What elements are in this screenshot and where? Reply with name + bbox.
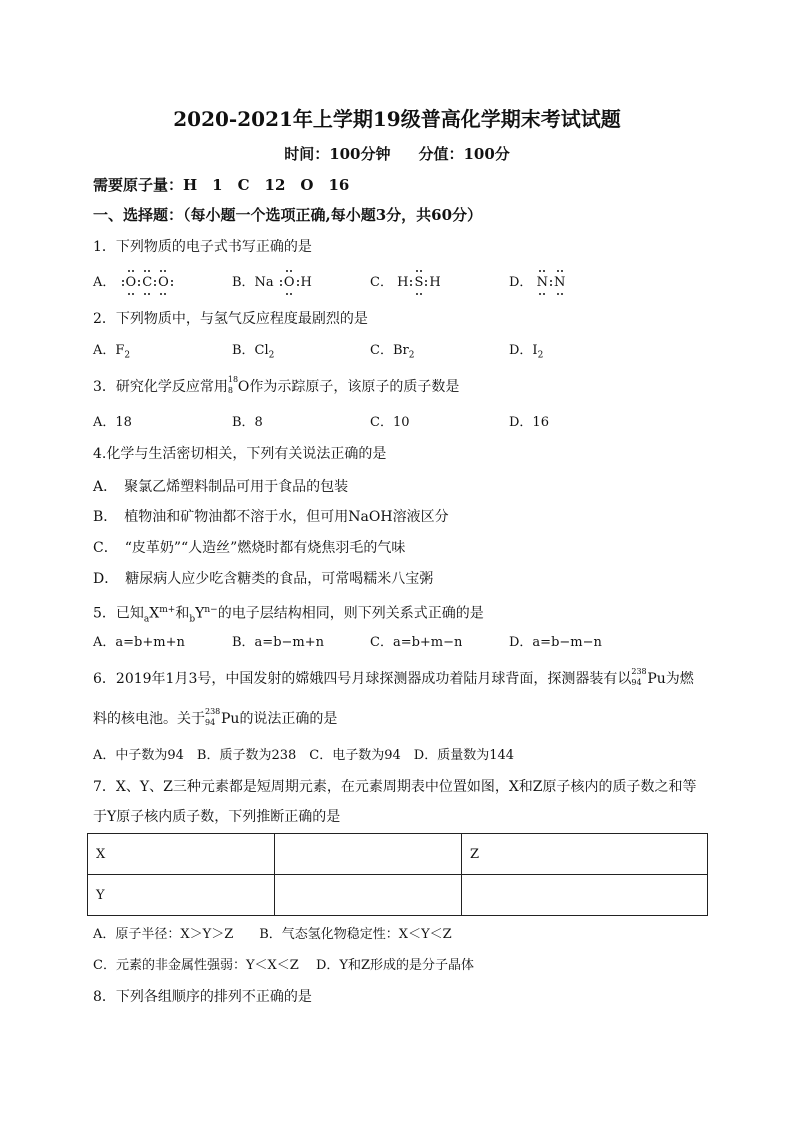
table-cell bbox=[462, 875, 708, 916]
question-5-stem: 5．已知$_aX^{m+}$和$_bY^{n-}$的电子层结构相同，则下列关系式正确的是 bbox=[93, 605, 484, 625]
q1-option-d: D． N N bbox=[509, 275, 566, 290]
q6-options: A．中子数为94 B．质子数为238 C．电子数为94 D．质量数为144 bbox=[93, 748, 515, 763]
time-label: 时间：100分钟 bbox=[284, 145, 391, 163]
q2-option-a: A．$F_2$ bbox=[93, 343, 131, 361]
question-4-stem: 4.化学与生活密切相关，下列有关说法正确的是 bbox=[93, 446, 387, 462]
q5-option-d: D．a=b−m−n bbox=[509, 635, 602, 650]
table-cell bbox=[275, 834, 462, 875]
table-row bbox=[88, 834, 708, 875]
table-row bbox=[88, 875, 708, 916]
table-cell: Z bbox=[462, 834, 708, 875]
q1-option-c: C． H S H bbox=[370, 275, 441, 290]
q4-option-d: D． 糖尿病人应少吃含糖类的食品，可常喝糯米八宝粥 bbox=[93, 571, 434, 587]
question-3-stem: 3．研究化学反应常用 18 8 O作为示踪原子，该原子的质子数是 bbox=[93, 375, 460, 395]
table-cell bbox=[275, 875, 462, 916]
q3-option-a: A．18 bbox=[93, 415, 132, 430]
question-7-stem-line1: 7．X、Y、Z三种元素都是短周期元素，在元素周期表中位置如图，X和Z原子核内的质子数之和等 bbox=[93, 779, 697, 795]
q2-option-c: C．$Br_2$ bbox=[370, 343, 415, 361]
question-8-stem: 8．下列各组顺序的排列不正确的是 bbox=[93, 989, 312, 1005]
question-6-stem-line2: 料的核电池。关于 238 94 Pu的说法正确的是 bbox=[93, 707, 338, 727]
q4-option-b: B． 植物油和矿物油都不溶于水，但可用NaOH溶液区分 bbox=[93, 509, 449, 525]
q7-options-cd: C．元素的非金属性强弱：Y＜X＜Z D．Y和Z形成的是分子晶体 bbox=[93, 958, 474, 973]
q4-option-a: A． 聚氯乙烯塑料制品可用于食品的包装 bbox=[93, 479, 349, 495]
q7-options-ab: A．原子半径：X＞Y＞Z B．气态氢化物稳定性：X＜Y＜Z bbox=[93, 927, 452, 942]
isotope-pu238: 238 94 bbox=[631, 667, 647, 687]
table-cell: X bbox=[88, 834, 275, 875]
exam-subtitle bbox=[0, 143, 794, 164]
q3-option-b: B．8 bbox=[232, 415, 263, 430]
exam-title: 2020-2021年上学期19级普高化学期末考试试题 bbox=[173, 107, 621, 131]
q3-option-d: D．16 bbox=[509, 415, 549, 430]
question-1-stem: 1．下列物质的电子式书写正确的是 bbox=[93, 239, 312, 255]
question-7-stem-line2: 于Y原子核内质子数，下列推断正确的是 bbox=[93, 809, 341, 825]
q2-option-b: B．$Cl_2$ bbox=[232, 343, 275, 361]
score-label: 分值：100分 bbox=[418, 145, 510, 163]
atomic-mass-line: 需要原子量：H 1 C 12 O 16 bbox=[93, 176, 350, 194]
isotope-o18: 18 8 bbox=[227, 375, 239, 395]
q5-option-a: A．a=b+m+n bbox=[93, 635, 185, 650]
isotope-pu238-second: 238 94 bbox=[205, 707, 221, 727]
q1-option-a: A． O C O bbox=[93, 274, 175, 292]
table-cell: Y bbox=[88, 875, 275, 916]
periodic-table-fragment bbox=[87, 833, 708, 916]
q5-option-b: B．a=b−m+n bbox=[232, 635, 325, 650]
question-2-stem: 2．下列物质中，与氢气反应程度最剧烈的是 bbox=[93, 311, 368, 327]
q1-option-b: B．Na O H bbox=[232, 275, 312, 290]
q3-option-c: C．10 bbox=[370, 415, 410, 430]
q4-option-c: C． “皮革奶”“人造丝”燃烧时都有烧焦羽毛的气味 bbox=[93, 540, 406, 556]
question-6-stem-line1: 6．2019年1月3号，中国发射的嫦娥四号月球探测器成功着陆月球背面，探测器装有以 238 94 Pu为燃 bbox=[93, 667, 694, 687]
q5-option-c: C．a=b+m−n bbox=[370, 635, 463, 650]
section-heading: 一、选择题：（每小题一个选项正确,每小题3分，共60分） bbox=[93, 206, 483, 224]
q2-option-d: D．$I_2$ bbox=[509, 343, 544, 361]
